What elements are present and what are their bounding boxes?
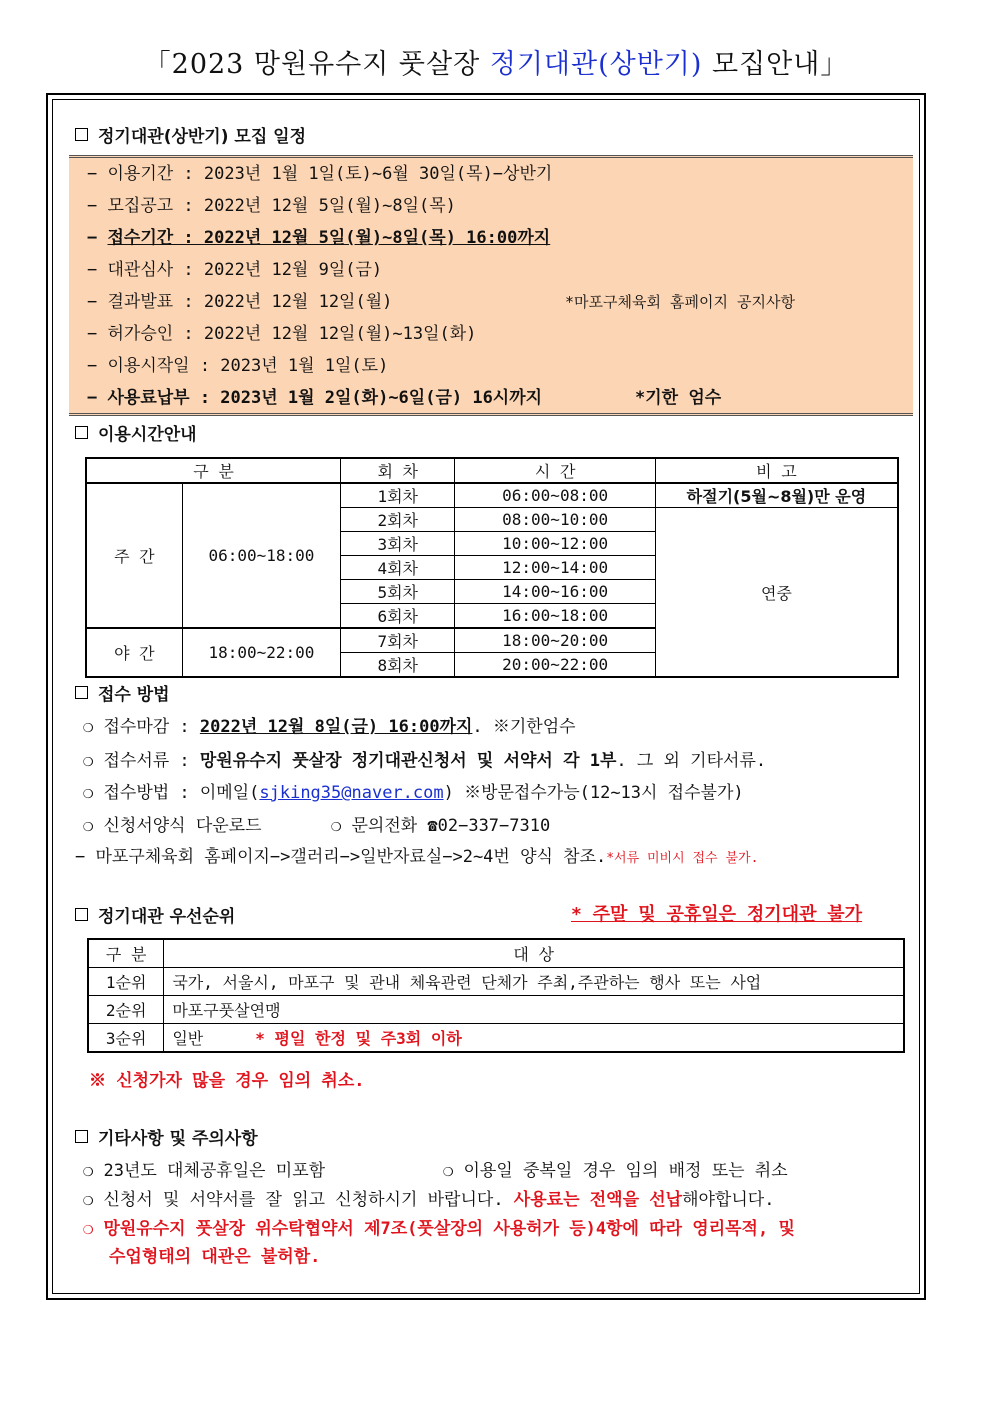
session-no: 5회차 (341, 580, 455, 604)
receipt-method: ❍ 접수방법 : 이메일(sjking35@naver.com) ※방문접수가능(12~13시 접수불가) (83, 783, 744, 803)
header-time: 시 간 (455, 458, 655, 483)
title-prefix: 「2023 망원유수지 풋살장 (143, 49, 490, 80)
session-no: 3회차 (341, 532, 455, 556)
form-download[interactable]: ❍ 신청서양식 다운로드 (83, 816, 262, 836)
rank3-note: * 평일 한정 및 주3회 이하 (255, 1029, 462, 1048)
etc-item-prepay: ❍ 신청서 및 서약서를 잘 읽고 신청하시기 바랍니다. 사용료는 전액을 선납해야합니다. (83, 1190, 775, 1210)
session-no: 8회차 (341, 653, 455, 678)
day-label: 주 간 (86, 483, 182, 628)
schedule-approval: − 허가승인 : 2022년 12월 12일(월)~13일(화) (87, 324, 477, 344)
schedule-notice: − 모집공고 : 2022년 12월 5일(월)~8일(목) (87, 196, 456, 216)
checkbox-icon (75, 426, 88, 439)
session-no: 6회차 (341, 604, 455, 629)
rank: 2순위 (88, 996, 164, 1024)
session-time: 18:00~20:00 (455, 628, 655, 653)
receipt-deadline: ❍ 접수마감 : 2022년 12월 8일(금) 16:00까지. ※기한엄수 (83, 717, 576, 737)
priority-table (87, 938, 905, 1053)
session-time: 12:00~14:00 (455, 556, 655, 580)
day-time: 06:00~18:00 (182, 483, 340, 628)
etc-item-duplicate: ❍ 이용일 중복일 경우 임의 배정 또는 취소 (443, 1161, 788, 1181)
header-session: 회 차 (341, 458, 455, 483)
session-time: 14:00~16:00 (455, 580, 655, 604)
rank: 1순위 (88, 968, 164, 996)
session-no: 7회차 (341, 628, 455, 653)
checkbox-icon (75, 908, 88, 921)
header-rank: 구 분 (88, 939, 164, 968)
etc-item-commercial-cont: 수업형태의 대관은 불허함. (109, 1247, 321, 1267)
schedule-result: − 결과발표 : 2022년 12월 12일(월) *마포구체육회 홈페이지 공지사항 (87, 286, 392, 318)
email-link[interactable]: sjking35@naver.com (259, 783, 444, 803)
header-category: 구 분 (86, 458, 341, 483)
cancel-note: ※ 신청가자 많을 경우 임의 취소. (89, 1071, 365, 1091)
session-time: 16:00~18:00 (455, 604, 655, 629)
session-time: 08:00~10:00 (455, 508, 655, 532)
receipt-heading: 접수 방법 (75, 680, 170, 705)
year-round-note: 연중 (655, 508, 898, 678)
session-time: 20:00~22:00 (455, 653, 655, 678)
session-time: 10:00~12:00 (455, 532, 655, 556)
payment-deadline-note: *기한 엄수 (635, 388, 722, 408)
schedule-period: − 이용기간 : 2023년 1월 1일(토)~6월 30일(목)−상반기 (87, 164, 553, 184)
rank: 3순위 (88, 1024, 164, 1053)
etc-heading: 기타사항 및 주의사항 (75, 1124, 258, 1149)
checkbox-icon (75, 686, 88, 699)
session-no: 4회차 (341, 556, 455, 580)
target: 국가, 서울시, 마포구 및 관내 체육관련 단체가 주최,주관하는 행사 또는 사업 (164, 968, 904, 996)
result-note: *마포구체육회 홈페이지 공지사항 (565, 293, 795, 311)
schedule-payment: − 사용료납부 : 2023년 1월 2일(화)~6일(금) 16시까지 *기한 엄수 (87, 382, 542, 414)
etc-item-commercial: ❍ 망원유수지 풋살장 위수탁협약서 제7조(풋살장의 사용허가 등)4항에 따라 영리목적, 및 (83, 1219, 795, 1239)
title-suffix: 모집안내」 (702, 49, 849, 80)
session-time: 06:00~08:00 (455, 483, 655, 508)
session-no: 2회차 (341, 508, 455, 532)
hours-table (85, 457, 899, 678)
target: 마포구풋살연맹 (164, 996, 904, 1024)
session-no: 1회차 (341, 483, 455, 508)
night-label: 야 간 (86, 628, 182, 677)
form-path: − 마포구체육회 홈페이지−>갤러리−>일반자료실−>2~4번 양식 참조.*서류 미비시 접수 불가. (75, 847, 759, 867)
header-target: 대 상 (164, 939, 904, 968)
weekend-note: * 주말 및 공휴일은 정기대관 불가 (571, 904, 863, 925)
contact-phone: ❍ 문의전화 ☎02−337−7310 (331, 816, 551, 836)
hours-heading: 이용시간안내 (75, 420, 197, 445)
schedule-box (69, 155, 913, 416)
etc-item-holiday: ❍ 23년도 대체공휴일은 미포함 (83, 1161, 326, 1181)
target-general: 일반 * 평일 한정 및 주3회 이하 (164, 1024, 904, 1053)
priority-heading: 정기대관 우선순위 (75, 902, 235, 927)
summer-note: 하절기(5월~8월)만 운영 (655, 483, 898, 508)
schedule-receipt: − 접수기간 : 2022년 12월 5일(월)~8일(목) 16:00까지 (87, 228, 551, 248)
receipt-documents: ❍ 접수서류 : 망원유수지 풋살장 정기대관신청서 및 서약서 각 1부. 그 외 기타서류. (83, 751, 767, 771)
schedule-start: − 이용시작일 : 2023년 1월 1일(토) (87, 356, 389, 376)
checkbox-icon (75, 128, 88, 141)
night-time: 18:00~22:00 (182, 628, 340, 677)
notice-frame (46, 93, 926, 1300)
header-note: 비 고 (655, 458, 898, 483)
checkbox-icon (75, 1130, 88, 1143)
title-highlight: 정기대관(상반기) (489, 49, 703, 80)
schedule-review: − 대관심사 : 2022년 12월 9일(금) (87, 260, 383, 280)
missing-docs-note: *서류 미비시 접수 불가. (606, 851, 759, 866)
schedule-heading: 정기대관(상반기) 모집 일정 (75, 122, 306, 147)
notice-inner-frame (52, 99, 920, 1294)
page-title (0, 42, 992, 81)
